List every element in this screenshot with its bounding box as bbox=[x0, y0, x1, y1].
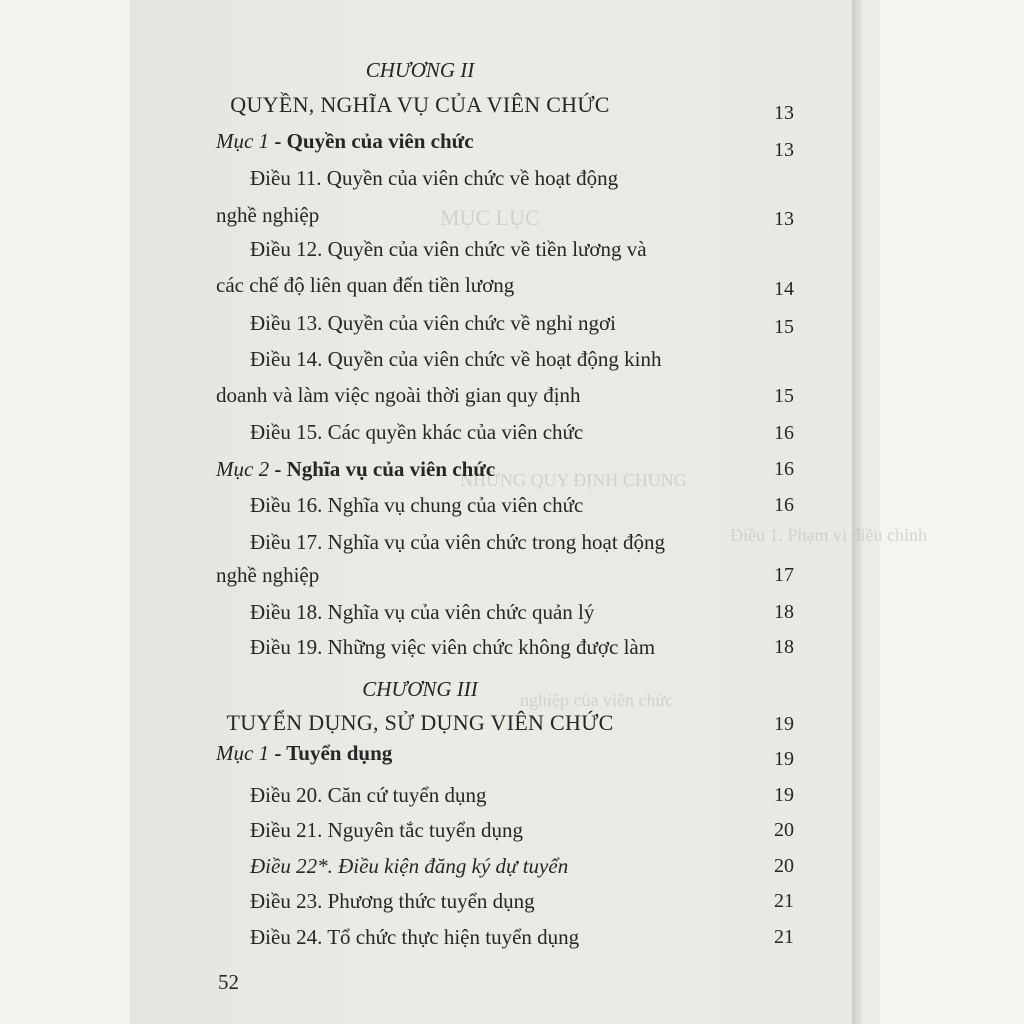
page-ref: 16 bbox=[774, 494, 794, 516]
section-separator: - bbox=[269, 741, 287, 765]
page-ref: 16 bbox=[774, 422, 794, 444]
toc-entry: Điều 15. Các quyền khác của viên chức bbox=[250, 420, 584, 444]
toc-entry: Điều 17. Nghĩa vụ của viên chức trong hoạt động bbox=[250, 530, 665, 554]
page-ref: 14 bbox=[774, 278, 794, 300]
page-ref: 15 bbox=[774, 385, 794, 407]
page-number: 52 bbox=[218, 970, 239, 994]
page-ref: 20 bbox=[774, 819, 794, 841]
toc-entry-continued: nghề nghiệp bbox=[216, 563, 320, 587]
page-ref: 20 bbox=[774, 855, 794, 877]
toc-entry-continued: nghề nghiệp bbox=[216, 203, 320, 227]
page-ref: 21 bbox=[774, 890, 794, 912]
toc-entry: Điều 23. Phương thức tuyển dụng bbox=[250, 889, 535, 913]
section-heading bbox=[216, 740, 392, 766]
page-ref: 15 bbox=[774, 316, 794, 338]
section-prefix: Mục 2 bbox=[216, 457, 270, 481]
bleed-through-text: MỤC LỤC bbox=[440, 205, 540, 230]
page-edge bbox=[852, 0, 862, 1024]
toc-entry: Điều 14. Quyền của viên chức về hoạt động kinh bbox=[250, 347, 662, 371]
toc-entry: Điều 20. Căn cứ tuyển dụng bbox=[250, 783, 487, 807]
toc-entry-continued: các chế độ liên quan đến tiền lương bbox=[216, 273, 515, 297]
section-title: Quyền của viên chức bbox=[286, 129, 474, 153]
section-heading bbox=[216, 128, 474, 154]
background-left bbox=[0, 0, 130, 1024]
background-right bbox=[880, 0, 1024, 1024]
bleed-through-text: Điều 1. Phạm vi điều chỉnh bbox=[730, 525, 927, 545]
page-ref: 21 bbox=[774, 926, 794, 948]
page-ref: 18 bbox=[774, 601, 794, 623]
section-separator: - bbox=[269, 129, 287, 153]
chapter-heading: CHƯƠNG III bbox=[362, 677, 478, 701]
section-prefix: Mục 1 bbox=[216, 129, 270, 153]
toc-entry: Điều 13. Quyền của viên chức về nghỉ ngơi bbox=[250, 311, 616, 335]
page-ref: 13 bbox=[774, 208, 794, 230]
page-ref: 13 bbox=[774, 139, 794, 161]
section-title: Nghĩa vụ của viên chức bbox=[286, 457, 496, 481]
bleed-through-text: NHỮNG QUY ĐỊNH CHUNG bbox=[460, 470, 687, 490]
toc-entry: Điều 16. Nghĩa vụ chung của viên chức bbox=[250, 493, 584, 517]
page-ref: 17 bbox=[774, 564, 794, 586]
chapter-title: TUYỂN DỤNG, SỬ DỤNG VIÊN CHỨC bbox=[226, 710, 614, 735]
section-title: Tuyển dụng bbox=[286, 741, 393, 765]
chapter-heading: CHƯƠNG II bbox=[365, 58, 475, 82]
chapter-title: QUYỀN, NGHĨA VỤ CỦA VIÊN CHỨC bbox=[230, 92, 610, 117]
toc-entry: Điều 24. Tổ chức thực hiện tuyển dụng bbox=[250, 925, 580, 949]
section-prefix: Mục 1 bbox=[216, 741, 270, 765]
section-separator: - bbox=[269, 457, 287, 481]
toc-entry-continued: doanh và làm việc ngoài thời gian quy định bbox=[216, 383, 581, 407]
toc-entry: Điều 12. Quyền của viên chức về tiền lương và bbox=[250, 237, 647, 261]
toc-entry: Điều 19. Những việc viên chức không được làm bbox=[250, 635, 656, 659]
page-ref: 19 bbox=[774, 748, 794, 770]
page-ref: 19 bbox=[774, 784, 794, 806]
toc-entry: Điều 18. Nghĩa vụ của viên chức quản lý bbox=[250, 600, 595, 624]
page-ref: 18 bbox=[774, 636, 794, 658]
page-ref: 16 bbox=[774, 458, 794, 480]
page-ref: 13 bbox=[774, 102, 794, 124]
bleed-through-text: nghiệp của viên chức bbox=[520, 690, 674, 710]
page-ref: 19 bbox=[774, 713, 794, 735]
toc-entry: Điều 21. Nguyên tắc tuyển dụng bbox=[250, 818, 523, 842]
toc-entry: Điều 11. Quyền của viên chức về hoạt động bbox=[250, 166, 619, 190]
section-heading bbox=[216, 456, 495, 482]
toc-entry: Điều 22*. Điều kiện đăng ký dự tuyển bbox=[250, 854, 569, 878]
